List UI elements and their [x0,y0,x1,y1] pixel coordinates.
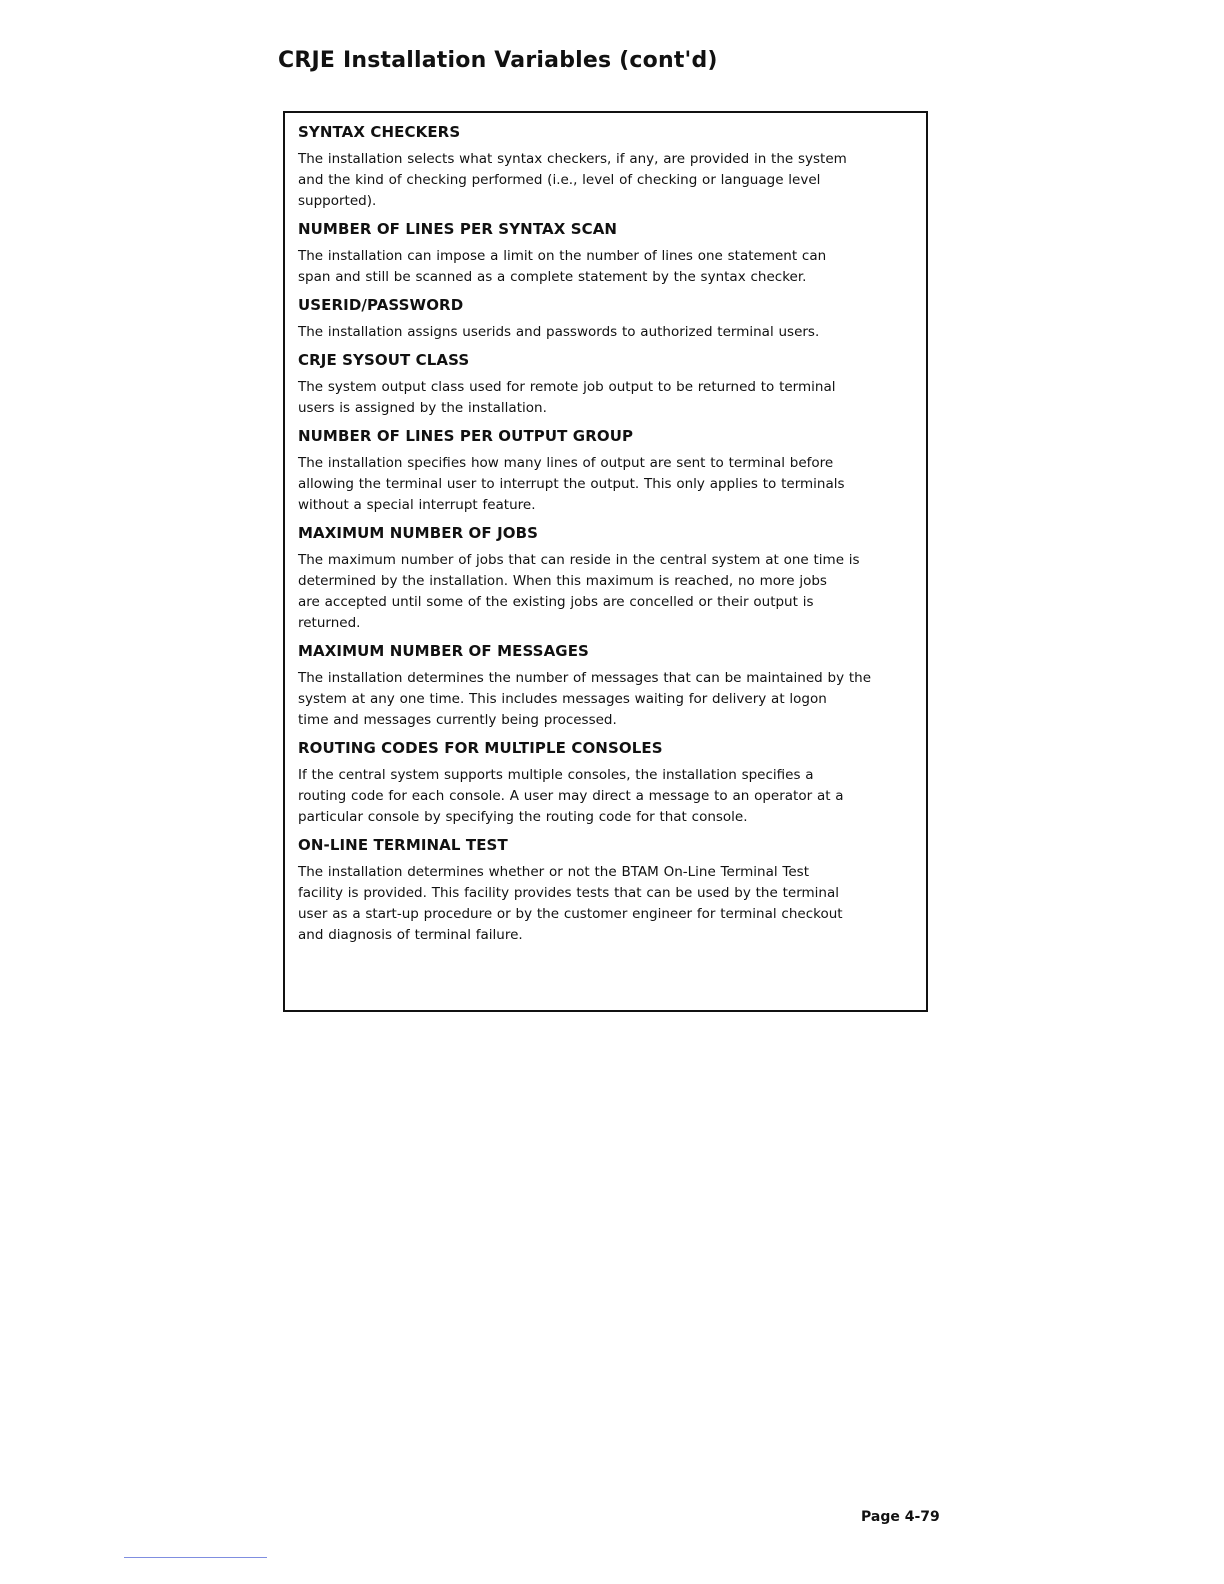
section-online-terminal-test [298,835,914,946]
section-maximum-number-of-messages [298,641,914,731]
section-userid-password [298,295,914,343]
section-body: If the central system supports multiple consoles, the installation specifies a routing code for each console. A user may direct a message to an operator at a particular console by specifying the routing code for that console. [298,767,844,825]
section-body: The maximum number of jobs that can reside in the central system at one time is determined by the installation. When this maximum is reached, no more jobs are accepted until some of the existing jobs are concelled or their output is returned. [298,552,860,631]
section-body: The installation specifies how many lines of output are sent to terminal before allowing the terminal user to interrupt the output. This only applies to terminals without a special interrupt feature. [298,455,845,513]
section-heading: NUMBER OF LINES PER OUTPUT GROUP [298,427,634,445]
section-heading: USERID/PASSWORD [298,296,464,314]
section-heading: MAXIMUM NUMBER OF JOBS [298,524,539,542]
section-body: The installation determines the number of messages that can be maintained by the system at any one time. This includes messages waiting for delivery at logon time and messages currently being processed. [298,670,872,728]
section-crje-sysout-class [298,350,914,419]
installation-variables-box [283,111,928,1012]
section-heading: MAXIMUM NUMBER OF MESSAGES [298,642,589,660]
section-lines-per-output-group [298,426,914,516]
section-body: The installation can impose a limit on the number of lines one statement can span and still be scanned as a complete statement by the syntax checker. [298,248,827,285]
section-heading: SYNTAX CHECKERS [298,123,461,141]
section-body: The installation assigns userids and passwords to authorized terminal users. [298,324,820,340]
section-lines-per-syntax-scan [298,219,914,288]
section-body: The system output class used for remote job output to be returned to terminal users is assigned by the installation. [298,379,836,416]
section-syntax-checkers [298,122,914,212]
page-number: Page 4-79 [861,1509,940,1525]
section-heading: NUMBER OF LINES PER SYNTAX SCAN [298,220,618,238]
section-heading: ON-LINE TERMINAL TEST [298,836,508,854]
bottom-rule [124,1557,267,1558]
section-maximum-number-of-jobs [298,523,914,634]
section-routing-codes [298,738,914,828]
section-heading: ROUTING CODES FOR MULTIPLE CONSOLES [298,739,663,757]
section-body: The installation selects what syntax checkers, if any, are provided in the system and the kind of checking performed (i.e., level of checking or language level supported). [298,151,847,209]
section-body: The installation determines whether or not the BTAM On-Line Terminal Test facility is provided. This facility provides tests that can be used by the terminal user as a start-up procedure or by the customer engineer for terminal checkout and diagnosis of terminal failure. [298,864,843,943]
page-title: CRJE Installation Variables (cont'd) [278,48,718,73]
section-heading: CRJE SYSOUT CLASS [298,351,470,369]
